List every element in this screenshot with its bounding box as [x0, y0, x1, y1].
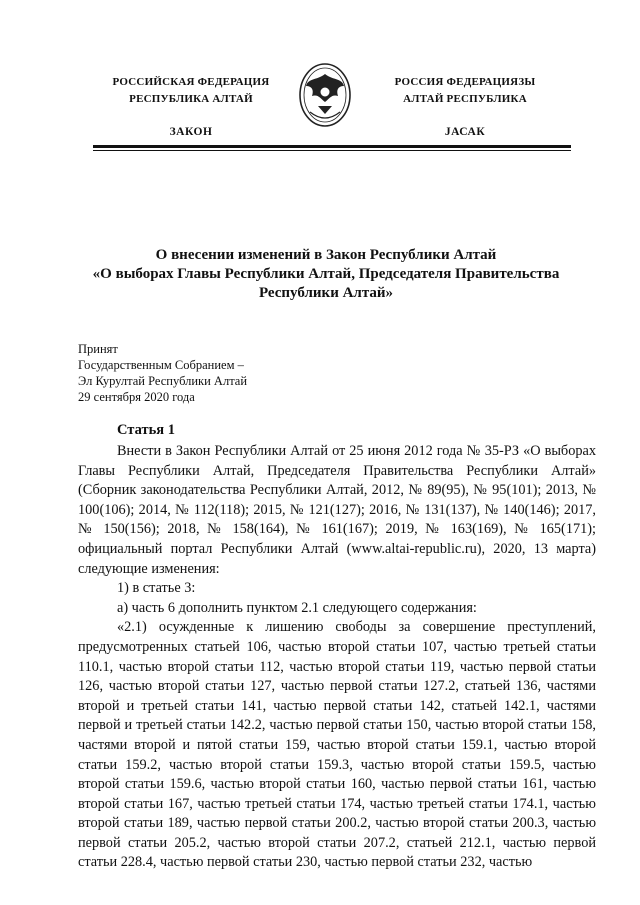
- header-right-block: [370, 74, 560, 141]
- adoption-note: [78, 341, 378, 405]
- article-paragraph-3: а) часть 6 дополнить пунктом 2.1 следующего содержания:: [117, 599, 477, 616]
- article-paragraph-2: 1) в статье 3:: [117, 580, 196, 597]
- adopted-line-1: Принят: [78, 342, 118, 356]
- header-left-block: [96, 74, 286, 141]
- header-right-republic: АЛТАЙ РЕСПУБЛИКА: [403, 93, 527, 105]
- article-paragraph-4: «2.1) осужденные к лишению свободы за совершение преступлений, предусмотренных статьей 106, частью второй статьи 107, частью третьей статьи 110.1, частью второй статьи 112, частью второй статьи 119, частью первой статьи 126, частью второй статьи 127, частью первой статьи 127.2, статьей 136, частями второй и третьей статьи 141, частью первой статьи 142, статьей 142.1, частями первой и третьей статьи 142.2, частью первой статьи 150, частью второй статьи 158, частями второй и пятой статьи 159, частью второй статьи 159.1, частью второй статьи 159.2, частью второй статьи 159.3, частью второй статьи 159.5, частью второй статьи 159.6, частью второй статьи 160, частью первой статьи 161, частью второй статьи 167, частью третьей статьи 174, частью третьей статьи 174.1, частью второй статьи 189, частью первой статьи 200.2, частью второй статьи 200.3, частью первой статьи 205.2, частью второй статьи 207.2, статьей 212.1, частью первой статьи 228.4, частью первой статьи 230, частью первой статьи 232, частью: [78, 619, 596, 871]
- title-line-3: Республики Алтай»: [258, 285, 394, 301]
- adopted-line-3: Эл Курултай Республики Алтай: [78, 374, 248, 388]
- document-title: [78, 246, 574, 303]
- adopted-line-2: Государственным Собранием –: [78, 358, 244, 372]
- header-divider-thick: [93, 145, 571, 148]
- article-paragraph-1: Внести в Закон Республики Алтай от 25 июня 2012 года № 35-РЗ «О выборах Главы Республики Алтай, Председателя Правительства Республики Алтай» (Сборник законодательства Республики Алтай, 2012, № 89(95), № 95(101); 2013, № 100(106); 2014, № 112(118); 2015, № 121(127); 2016, № 131(137), № 140(146); 2017, № 150(156); 2018, № 158(164), № 161(167); 2019, № 163(169), № 165(171); официальный портал Республики Алтай (www.altai-republic.ru), 2020, 13 марта) следующие изменения:: [78, 443, 596, 577]
- header-left-law: ЗАКОН: [169, 126, 213, 138]
- article-body: [78, 442, 596, 873]
- coat-of-arms-emblem-icon: [298, 62, 352, 128]
- header-divider-thin: [93, 150, 571, 151]
- article-heading: Статья 1: [117, 422, 175, 438]
- adopted-date: 29 сентября 2020 года: [78, 390, 195, 404]
- title-line-2: «О выборах Главы Республики Алтай, Председателя Правительства: [92, 266, 560, 282]
- header-right-law: ЈАСАК: [444, 126, 486, 138]
- header-right-country: РОССИЯ ФЕДЕРАЦИЯЗЫ: [394, 76, 536, 88]
- header-left-republic: РЕСПУБЛИКА АЛТАЙ: [129, 93, 253, 105]
- title-line-1: О внесении изменений в Закон Республики Алтай: [155, 247, 497, 263]
- header-left-country: РОССИЙСКАЯ ФЕДЕРАЦИЯ: [112, 76, 270, 88]
